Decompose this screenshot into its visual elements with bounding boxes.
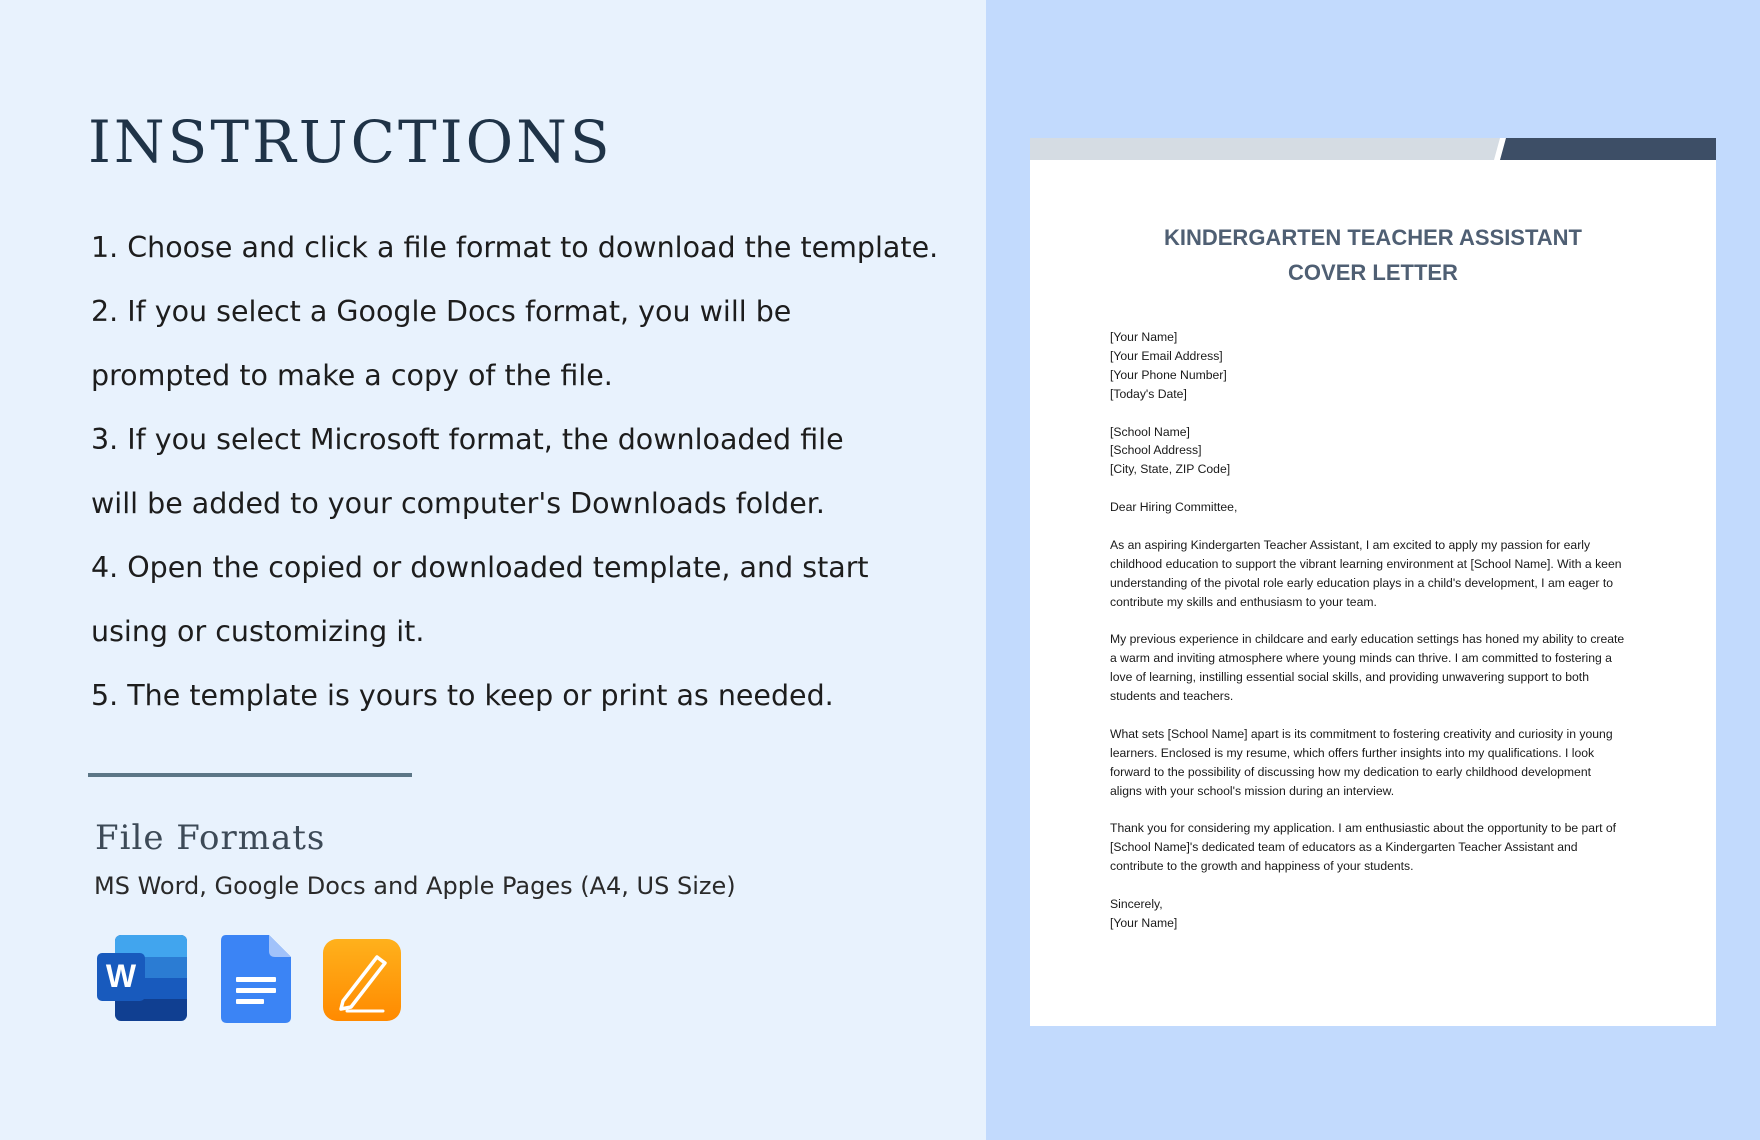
- file-formats-description: MS Word, Google Docs and Apple Pages (A4, US Size): [94, 872, 736, 900]
- document-title: [1030, 220, 1716, 290]
- paragraph-line: childhood education to support the vibrant learning environment at [School Name]. With a keen: [1110, 556, 1622, 571]
- paragraph-line: contribute to the growth and happiness of your students.: [1110, 859, 1414, 874]
- closing: Sincerely,: [1110, 897, 1163, 912]
- paragraph-line: [School Name]'s dedicated team of educators as a Kindergarten Teacher Assistant and: [1110, 840, 1578, 855]
- paragraph-line: love of learning, instilling essential social skills, and providing unwavering support to both: [1110, 670, 1589, 685]
- paragraph-line: Thank you for considering my application. I am enthusiastic about the opportunity to be part of: [1110, 821, 1617, 836]
- paragraph-line: a warm and inviting atmosphere where young minds can thrive. I am committed to fostering a: [1110, 651, 1612, 666]
- instruction-step: will be added to your computer's Downloads folder.: [91, 487, 825, 520]
- instructions-title: INSTRUCTIONS: [88, 108, 613, 176]
- letter-body: [1110, 328, 1670, 933]
- recipient-line: [School Name]: [1110, 424, 1190, 439]
- paragraph-line: My previous experience in childcare and early education settings has honed my ability to create: [1110, 632, 1625, 647]
- paragraph-line: As an aspiring Kindergarten Teacher Assistant, I am excited to apply my passion for early: [1110, 537, 1591, 552]
- paragraph-line: aligns with your school's mission during an interview.: [1110, 783, 1395, 798]
- paragraph-line: contribute my skills and enthusiasm to your team.: [1110, 594, 1377, 609]
- recipient-line: [School Address]: [1110, 443, 1202, 458]
- paragraph-line: What sets [School Name] apart is its commitment to fostering creativity and curiosity in young: [1110, 726, 1613, 741]
- sender-line: [Your Name]: [1110, 330, 1178, 344]
- google-docs-icon[interactable]: [221, 935, 291, 1023]
- paragraph-line: forward to the possibility of discussing how my dedication to early childhood development: [1110, 764, 1591, 779]
- document-preview: [1030, 138, 1716, 1026]
- document-title-line: KINDERGARTEN TEACHER ASSISTANT: [1163, 225, 1582, 250]
- paragraph-line: understanding of the pivotal role early education plays in a child's development, I am eager to: [1110, 575, 1613, 590]
- instruction-step: 4. Open the copied or downloaded template, and start: [91, 551, 869, 584]
- instruction-step: 3. If you select Microsoft format, the downloaded file: [91, 423, 844, 456]
- apple-pages-icon[interactable]: [323, 939, 401, 1021]
- recipient-line: [City, State, ZIP Code]: [1110, 462, 1231, 477]
- instruction-step: 1. Choose and click a file format to download the template.: [91, 231, 939, 264]
- document-title-line: COVER LETTER: [1288, 260, 1458, 285]
- sender-line: [Your Phone Number]: [1110, 367, 1227, 382]
- paragraph-line: students and teachers.: [1110, 689, 1234, 704]
- instruction-step: prompted to make a copy of the file.: [91, 359, 613, 392]
- header-bar: [1030, 138, 1716, 160]
- word-icon[interactable]: [97, 935, 189, 1021]
- sender-line: [Your Email Address]: [1110, 348, 1223, 363]
- paragraph-line: learners. Enclosed is my resume, which offers further insights into my qualifications. I look: [1110, 745, 1595, 760]
- instruction-step: 2. If you select a Google Docs format, you will be: [91, 295, 792, 328]
- file-formats-heading: File Formats: [95, 818, 326, 858]
- sender-line: [Today's Date]: [1110, 386, 1187, 401]
- instruction-step: 5. The template is yours to keep or print as needed.: [91, 679, 834, 712]
- signature: [Your Name]: [1110, 915, 1178, 930]
- instruction-step: using or customizing it.: [91, 615, 425, 648]
- salutation: Dear Hiring Committee,: [1110, 500, 1238, 515]
- section-divider: [88, 773, 412, 777]
- svg-text:W: W: [105, 958, 137, 994]
- instruction-steps: [91, 216, 971, 728]
